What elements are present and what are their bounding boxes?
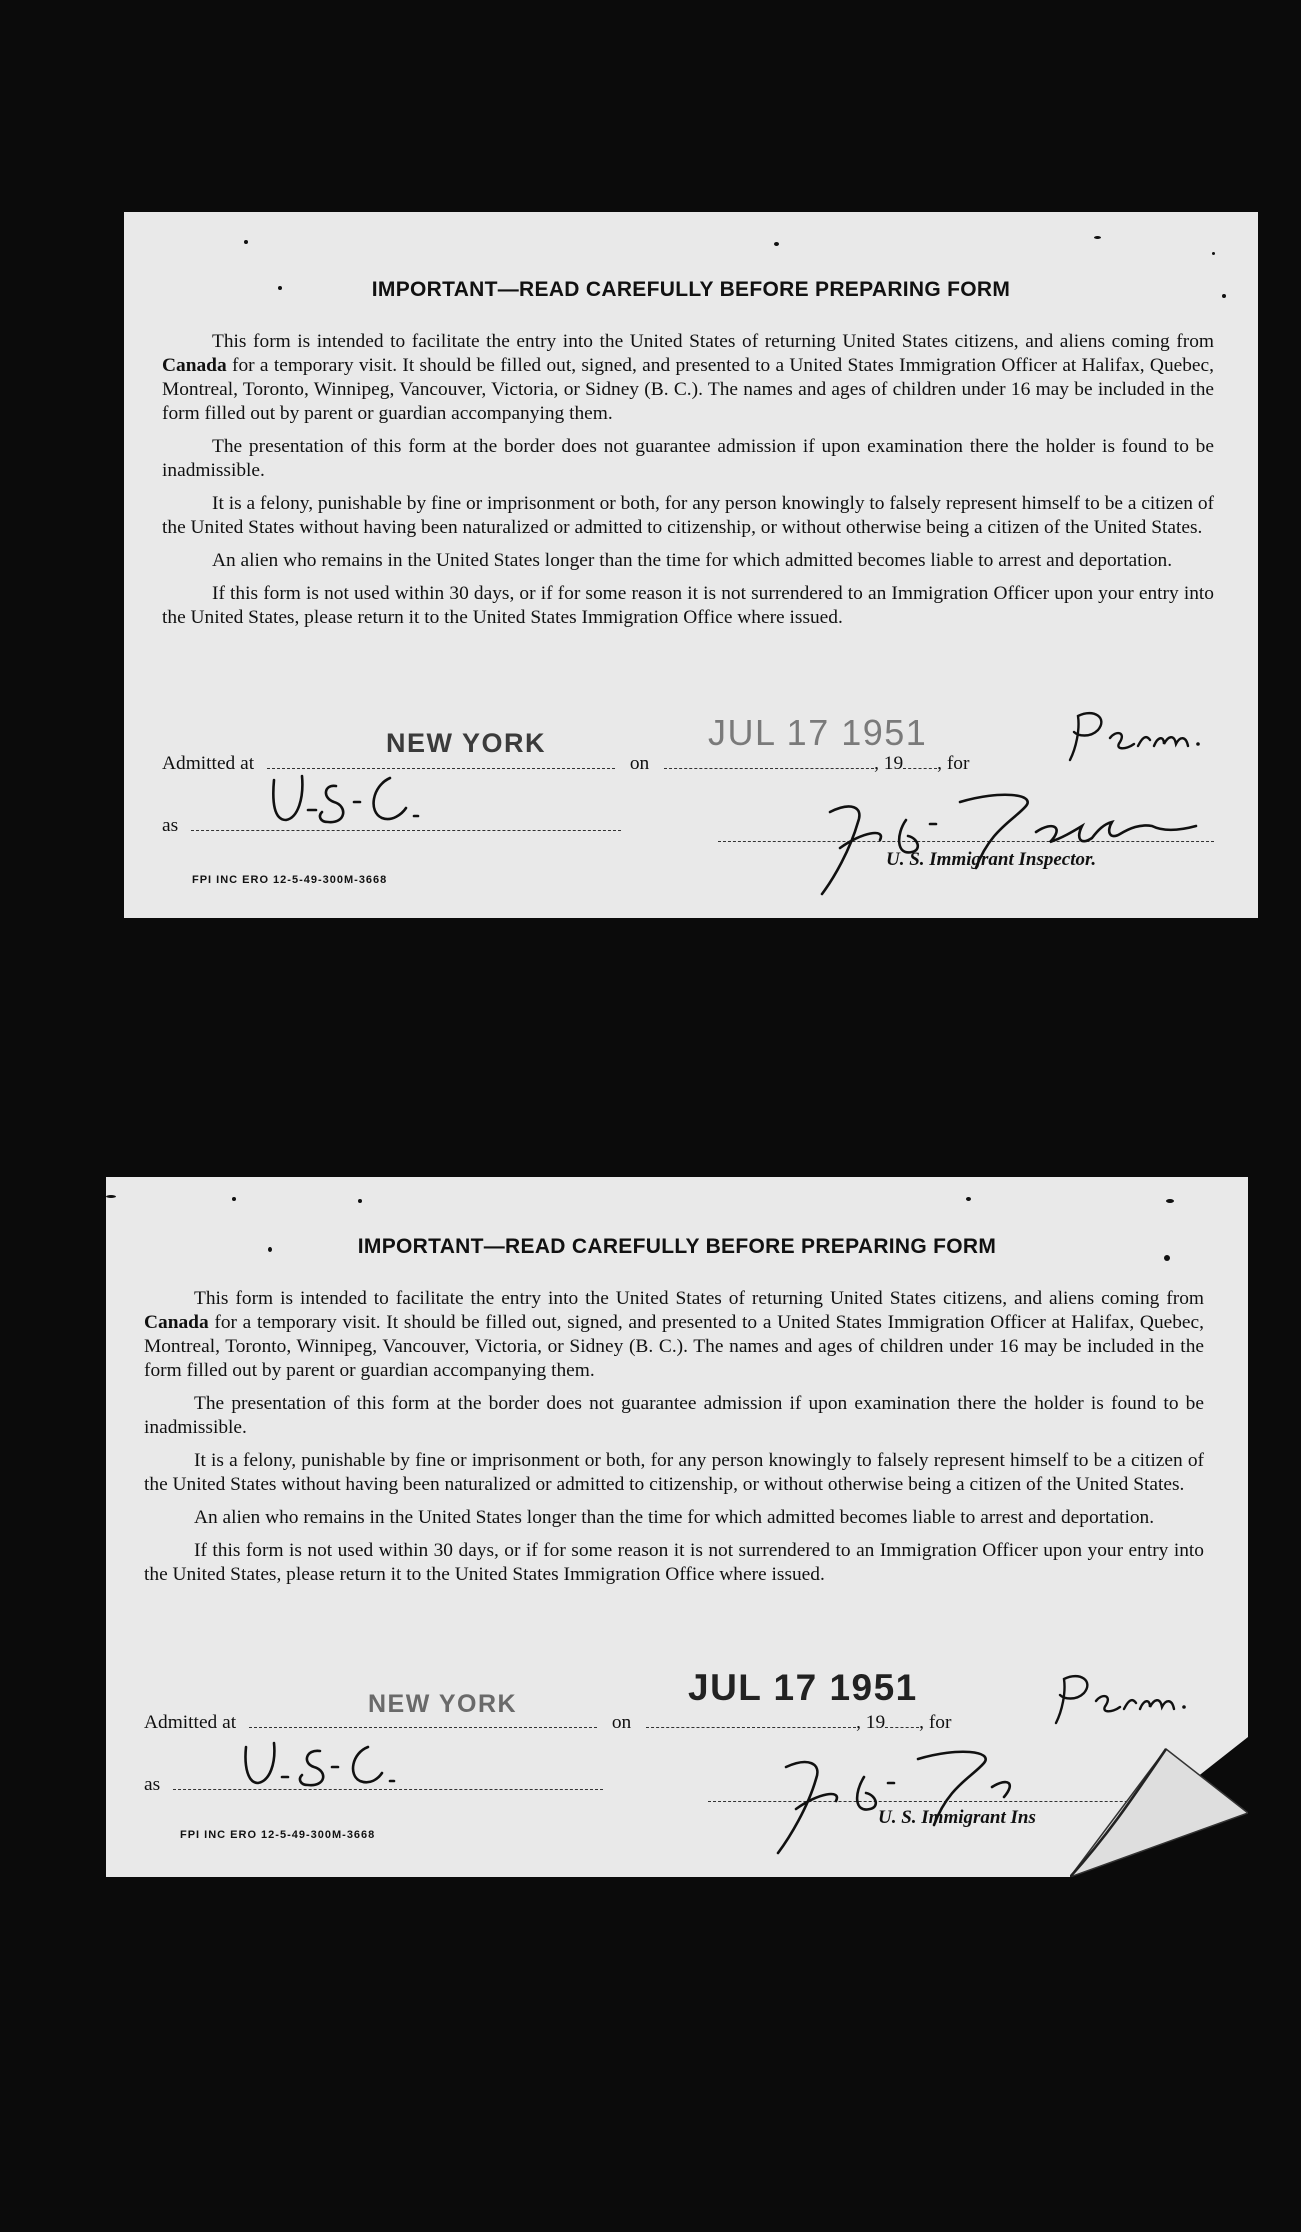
paragraph-deportation: An alien who remains in the United States longer than the time for which admitted becomes liable to arrest and deportation.	[212, 550, 1173, 571]
paragraph-admission: The presentation of this form at the border does not guarantee admission if upon examination there the holder is found to be inadmissible.	[144, 1393, 1204, 1438]
year-line	[885, 1707, 919, 1728]
port-stamp: NEW YORK	[368, 1690, 518, 1718]
ink-speck	[244, 240, 248, 244]
paragraph-return: If this form is not used within 30 days, or if for some reason it is not surrendered to an Immigration Officer upon your entry into the United States, please return it to the United States Immigration Office where issued.	[144, 1540, 1204, 1585]
on-label: on	[629, 753, 650, 774]
admitted-at-label: Admitted at	[162, 753, 255, 774]
form-instructions	[162, 330, 1214, 639]
paragraph-felony: It is a felony, punishable by fine or imprisonment or both, for any person knowingly to falsely represent himself to be a citizen of the United States without having been naturalized or admitted to citizenship, or without otherwise being a citizen of the United States.	[162, 493, 1214, 538]
ink-speck	[966, 1197, 971, 1201]
ink-speck	[358, 1199, 362, 1203]
form-heading: IMPORTANT—READ CAREFULLY BEFORE PREPARING FORM	[371, 278, 1011, 301]
on-label: on	[611, 1712, 632, 1733]
inspector-signature	[800, 772, 1220, 912]
ink-speck	[1166, 1199, 1174, 1203]
year-label: , 19	[856, 1712, 886, 1733]
ink-speck	[1094, 236, 1101, 239]
handwritten-usc	[264, 768, 484, 838]
entry-form-card-1	[124, 212, 1258, 918]
form-code: FPI INC ERO 12-5-49-300M-3668	[180, 1829, 376, 1841]
paragraph-purpose: This form is intended to facilitate the entry into the United States of returning United States citizens, and aliens coming from Canada for a temporary visit. It should be filled out, signed, and presented to a United States Immigration Officer at Halifax, Quebec, Montreal, Toronto, Winnipeg, Vancouver, Victoria, or Sidney (B. C.). The names and ages of children under 16 may be included in the form filled out by parent or guardian accompanying them.	[144, 1288, 1204, 1381]
date-stamp: JUL 17 1951	[708, 712, 928, 753]
handwritten-perm	[1064, 708, 1244, 768]
form-instructions	[144, 1287, 1204, 1596]
paragraph-purpose: This form is intended to facilitate the entry into the United States of returning United States citizens, and aliens coming from Canada for a temporary visit. It should be filled out, signed, and presented to a United States Immigration Officer at Halifax, Quebec, Montreal, Toronto, Winnipeg, Vancouver, Victoria, or Sidney (B. C.). The names and ages of children under 16 may be included in the form filled out by parent or guardian accompanying them.	[162, 331, 1214, 424]
ink-speck	[774, 242, 779, 246]
port-stamp: NEW YORK	[386, 728, 547, 758]
inspector-caption: U. S. Immigrant Inspector.	[886, 849, 1097, 870]
for-label: , for	[919, 1712, 952, 1733]
date-line	[646, 1707, 856, 1728]
ink-speck	[232, 1197, 236, 1201]
as-label: as	[144, 1774, 161, 1795]
paragraph-return: If this form is not used within 30 days, or if for some reason it is not surrendered to an Immigration Officer upon your entry into the United States, please return it to the United States Immigration Office where issued.	[162, 583, 1214, 628]
admitted-at-label: Admitted at	[144, 1712, 237, 1733]
entry-form-card-2	[106, 1177, 1248, 1877]
paragraph-deportation: An alien who remains in the United States longer than the time for which admitted becomes liable to arrest and deportation.	[194, 1507, 1155, 1528]
ink-speck	[1212, 252, 1215, 255]
ink-speck	[106, 1195, 116, 1198]
year-label: , 19	[874, 753, 904, 774]
form-heading: IMPORTANT—READ CAREFULLY BEFORE PREPARING FORM	[357, 1235, 997, 1258]
as-label: as	[162, 815, 179, 836]
paragraph-admission: The presentation of this form at the border does not guarantee admission if upon examination there the holder is found to be inadmissible.	[162, 436, 1214, 481]
folded-corner	[1070, 1737, 1248, 1877]
date-stamp: JUL 17 1951	[688, 1667, 918, 1708]
paragraph-felony: It is a felony, punishable by fine or imprisonment or both, for any person knowingly to falsely represent himself to be a citizen of the United States without having been naturalized or admitted to citizenship, or without otherwise being a citizen of the United States.	[144, 1450, 1204, 1495]
handwritten-perm	[1050, 1671, 1230, 1731]
form-code: FPI INC ERO 12-5-49-300M-3668	[192, 874, 388, 886]
inspector-caption: U. S. Immigrant Ins	[878, 1807, 1036, 1828]
admitted-row	[144, 1707, 951, 1734]
handwritten-usc	[236, 1737, 456, 1797]
for-label: , for	[937, 753, 970, 774]
